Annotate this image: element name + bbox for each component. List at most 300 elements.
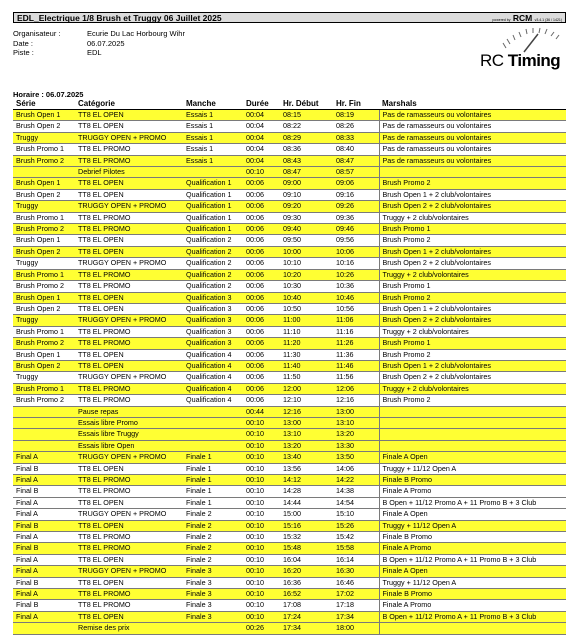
cell-serie: Brush Promo 2 [13, 338, 75, 349]
cell-categorie: TT8 EL OPEN [75, 189, 183, 200]
cell-manche: Qualification 2 [183, 258, 243, 269]
brand-name: RCM [512, 13, 533, 23]
cell-manche: Essais 1 [183, 144, 243, 155]
cell-fin: 13:30 [333, 440, 379, 451]
cell-duree: 00:10 [243, 463, 280, 474]
cell-duree: 00:06 [243, 258, 280, 269]
cell-categorie: TT8 EL PROMO [75, 326, 183, 337]
cell-debut: 15:32 [280, 532, 333, 543]
cell-marshals: Brush Promo 1 [379, 224, 566, 235]
info-organisateur: Organisateur : Ecurie Du Lac Horbourg Wihr [13, 29, 185, 38]
cell-fin: 11:26 [333, 338, 379, 349]
cell-fin: 17:34 [333, 611, 379, 622]
cell-fin: 14:22 [333, 475, 379, 486]
cell-serie: Truggy [13, 372, 75, 383]
cell-marshals: Brush Promo 1 [379, 338, 566, 349]
cell-categorie: TRUGGY OPEN + PROMO [75, 258, 183, 269]
cell-duree: 00:06 [243, 269, 280, 280]
cell-duree: 00:06 [243, 212, 280, 223]
table-row [13, 463, 566, 474]
cell-debut: 16:04 [280, 554, 333, 565]
cell-categorie: TT8 EL OPEN [75, 303, 183, 314]
cell-manche: Qualification 1 [183, 212, 243, 223]
cell-manche: Finale 2 [183, 554, 243, 565]
cell-debut: 17:08 [280, 600, 333, 611]
cell-debut: 16:36 [280, 577, 333, 588]
cell-categorie: TT8 EL OPEN [75, 235, 183, 246]
table-row [13, 144, 566, 155]
cell-manche: Finale 1 [183, 452, 243, 463]
table-row [13, 475, 566, 486]
cell-debut: 10:50 [280, 303, 333, 314]
table-row [13, 383, 566, 394]
cell-serie: Brush Open 1 [13, 292, 75, 303]
cell-marshals: Pas de ramasseurs ou volontaires [379, 110, 566, 121]
cell-marshals [379, 417, 566, 428]
cell-duree: 00:10 [243, 509, 280, 520]
cell-debut: 09:00 [280, 178, 333, 189]
cell-duree: 00:10 [243, 589, 280, 600]
cell-debut: 16:20 [280, 566, 333, 577]
cell-fin: 09:06 [333, 178, 379, 189]
cell-categorie: TT8 EL PROMO [75, 383, 183, 394]
table-row [13, 292, 566, 303]
cell-manche: Finale 2 [183, 520, 243, 531]
table-row [13, 269, 566, 280]
cell-marshals: Pas de ramasseurs ou volontaires [379, 155, 566, 166]
cell-debut: 08:29 [280, 132, 333, 143]
cell-debut: 11:50 [280, 372, 333, 383]
cell-marshals: B Open + 11/12 Promo A + 11 Promo B + 3 Club [379, 611, 566, 622]
cell-serie: Brush Open 1 [13, 178, 75, 189]
cell-marshals: Pas de ramasseurs ou volontaires [379, 132, 566, 143]
cell-duree: 00:06 [243, 315, 280, 326]
rc-timing-logo [466, 22, 566, 76]
gauge-icon [466, 22, 566, 54]
cell-serie: Brush Promo 2 [13, 395, 75, 406]
cell-serie: Final A [13, 509, 75, 520]
table-row [13, 167, 566, 178]
cell-fin: 08:40 [333, 144, 379, 155]
cell-manche: Essais 1 [183, 155, 243, 166]
cell-fin: 09:46 [333, 224, 379, 235]
column-header-marshals: Marshals [379, 98, 566, 110]
cell-debut: 13:20 [280, 440, 333, 451]
cell-serie: Brush Open 2 [13, 246, 75, 257]
cell-duree: 00:26 [243, 623, 280, 634]
cell-serie: Brush Open 1 [13, 349, 75, 360]
cell-fin: 09:16 [333, 189, 379, 200]
cell-categorie: TT8 EL OPEN [75, 110, 183, 121]
cell-fin: 11:06 [333, 315, 379, 326]
cell-debut: 12:16 [280, 406, 333, 417]
cell-debut: 13:56 [280, 463, 333, 474]
table-row [13, 110, 566, 121]
cell-serie: Truggy [13, 258, 75, 269]
cell-marshals [379, 429, 566, 440]
cell-categorie: TRUGGY OPEN + PROMO [75, 372, 183, 383]
cell-categorie: TRUGGY OPEN + PROMO [75, 509, 183, 520]
cell-marshals: Finale A Promo [379, 486, 566, 497]
cell-duree: 00:10 [243, 554, 280, 565]
table-row [13, 406, 566, 417]
cell-serie: Brush Open 1 [13, 110, 75, 121]
cell-serie: Final A [13, 497, 75, 508]
cell-debut: 14:12 [280, 475, 333, 486]
cell-debut: 10:40 [280, 292, 333, 303]
table-row [13, 201, 566, 212]
cell-duree: 00:10 [243, 429, 280, 440]
cell-fin: 14:54 [333, 497, 379, 508]
cell-duree: 00:10 [243, 497, 280, 508]
cell-fin: 08:19 [333, 110, 379, 121]
cell-fin: 12:16 [333, 395, 379, 406]
cell-categorie: TT8 EL OPEN [75, 577, 183, 588]
cell-serie: Brush Promo 1 [13, 383, 75, 394]
cell-serie: Truggy [13, 201, 75, 212]
cell-categorie: TT8 EL PROMO [75, 224, 183, 235]
cell-categorie: Remise des prix [75, 623, 183, 634]
cell-manche: Qualification 3 [183, 292, 243, 303]
cell-categorie: Essais libre Promo [75, 417, 183, 428]
cell-marshals: Brush Promo 1 [379, 281, 566, 292]
document-title: EDL_Electrique 1/8 Brush et Truggy 06 Juillet 2025 [17, 13, 222, 23]
cell-fin: 17:02 [333, 589, 379, 600]
cell-manche: Finale 1 [183, 497, 243, 508]
cell-fin: 10:16 [333, 258, 379, 269]
cell-serie: Truggy [13, 315, 75, 326]
cell-categorie: TT8 EL PROMO [75, 338, 183, 349]
cell-debut: 09:10 [280, 189, 333, 200]
event-info [13, 29, 185, 58]
cell-duree: 00:06 [243, 189, 280, 200]
cell-marshals [379, 440, 566, 451]
cell-debut: 16:52 [280, 589, 333, 600]
cell-serie [13, 623, 75, 634]
cell-manche: Qualification 1 [183, 189, 243, 200]
cell-manche: Finale 1 [183, 463, 243, 474]
cell-categorie: TT8 EL OPEN [75, 611, 183, 622]
table-row [13, 554, 566, 565]
cell-marshals: Finale A Promo [379, 600, 566, 611]
table-row [13, 326, 566, 337]
cell-marshals: Finale A Open [379, 509, 566, 520]
schedule-date: Horaire : 06.07.2025 [13, 90, 84, 99]
table-row [13, 440, 566, 451]
cell-duree: 00:10 [243, 543, 280, 554]
cell-marshals: Finale B Promo [379, 475, 566, 486]
cell-categorie: Essais libre Truggy [75, 429, 183, 440]
cell-debut: 13:10 [280, 429, 333, 440]
cell-serie [13, 440, 75, 451]
cell-marshals [379, 623, 566, 634]
column-header-debut: Hr. Début [280, 98, 333, 110]
cell-manche: Qualification 4 [183, 349, 243, 360]
cell-manche: Qualification 1 [183, 178, 243, 189]
cell-manche: Qualification 2 [183, 269, 243, 280]
cell-serie: Brush Open 2 [13, 121, 75, 132]
table-row [13, 189, 566, 200]
cell-manche [183, 623, 243, 634]
cell-duree: 00:06 [243, 383, 280, 394]
cell-categorie: TT8 EL PROMO [75, 589, 183, 600]
cell-manche: Qualification 2 [183, 281, 243, 292]
cell-duree: 00:10 [243, 566, 280, 577]
cell-debut: 11:40 [280, 360, 333, 371]
cell-serie: Final A [13, 566, 75, 577]
cell-duree: 00:06 [243, 178, 280, 189]
table-header-row [13, 98, 566, 110]
cell-duree: 00:06 [243, 224, 280, 235]
cell-fin: 11:16 [333, 326, 379, 337]
cell-serie: Brush Promo 2 [13, 155, 75, 166]
cell-categorie: TT8 EL OPEN [75, 246, 183, 257]
cell-marshals: Pas de ramasseurs ou volontaires [379, 144, 566, 155]
cell-manche [183, 429, 243, 440]
table-row [13, 543, 566, 554]
cell-marshals: Truggy + 2 club/volontaires [379, 326, 566, 337]
cell-marshals: Brush Open 1 + 2 club/volontaires [379, 189, 566, 200]
table-row [13, 121, 566, 132]
cell-marshals: Truggy + 2 club/volontaires [379, 269, 566, 280]
cell-fin: 08:33 [333, 132, 379, 143]
cell-fin: 08:47 [333, 155, 379, 166]
cell-serie: Final A [13, 589, 75, 600]
cell-fin: 12:06 [333, 383, 379, 394]
cell-duree: 00:10 [243, 611, 280, 622]
cell-serie [13, 406, 75, 417]
cell-duree: 00:06 [243, 372, 280, 383]
cell-categorie: Pause repas [75, 406, 183, 417]
cell-categorie: TT8 EL PROMO [75, 144, 183, 155]
cell-categorie: TT8 EL OPEN [75, 178, 183, 189]
cell-categorie: TT8 EL OPEN [75, 463, 183, 474]
cell-debut: 08:36 [280, 144, 333, 155]
table-row [13, 246, 566, 257]
cell-debut: 14:44 [280, 497, 333, 508]
cell-manche [183, 406, 243, 417]
cell-duree: 00:04 [243, 121, 280, 132]
cell-manche: Qualification 4 [183, 395, 243, 406]
cell-debut: 10:00 [280, 246, 333, 257]
cell-debut: 12:00 [280, 383, 333, 394]
cell-categorie: TT8 EL OPEN [75, 497, 183, 508]
cell-categorie: TRUGGY OPEN + PROMO [75, 201, 183, 212]
cell-categorie: TRUGGY OPEN + PROMO [75, 566, 183, 577]
cell-marshals: Brush Open 2 + 2 club/volontaires [379, 201, 566, 212]
cell-debut: 15:00 [280, 509, 333, 520]
cell-duree: 00:06 [243, 303, 280, 314]
cell-fin: 13:20 [333, 429, 379, 440]
table-row [13, 224, 566, 235]
cell-debut: 11:30 [280, 349, 333, 360]
cell-categorie: TT8 EL OPEN [75, 121, 183, 132]
cell-debut: 09:40 [280, 224, 333, 235]
cell-duree: 00:10 [243, 417, 280, 428]
cell-fin: 08:57 [333, 167, 379, 178]
cell-duree: 00:10 [243, 520, 280, 531]
cell-marshals: Truggy + 2 club/volontaires [379, 212, 566, 223]
cell-manche: Qualification 3 [183, 315, 243, 326]
cell-marshals: Finale B Promo [379, 589, 566, 600]
cell-serie: Final B [13, 577, 75, 588]
cell-fin: 16:46 [333, 577, 379, 588]
cell-marshals: Finale A Open [379, 566, 566, 577]
cell-serie [13, 417, 75, 428]
cell-serie: Brush Open 2 [13, 360, 75, 371]
cell-serie: Final A [13, 532, 75, 543]
cell-duree: 00:06 [243, 349, 280, 360]
cell-categorie: TT8 EL OPEN [75, 349, 183, 360]
cell-duree: 00:10 [243, 577, 280, 588]
cell-fin: 09:56 [333, 235, 379, 246]
cell-debut: 11:00 [280, 315, 333, 326]
cell-categorie: TRUGGY OPEN + PROMO [75, 132, 183, 143]
cell-debut: 08:22 [280, 121, 333, 132]
cell-marshals: Brush Promo 2 [379, 349, 566, 360]
table-row [13, 315, 566, 326]
cell-duree: 00:06 [243, 246, 280, 257]
cell-serie [13, 167, 75, 178]
cell-serie: Brush Promo 2 [13, 281, 75, 292]
powered-by-label: powered by [492, 18, 511, 22]
cell-duree: 00:44 [243, 406, 280, 417]
cell-fin: 15:58 [333, 543, 379, 554]
cell-marshals [379, 406, 566, 417]
cell-marshals: Brush Open 1 + 2 club/volontaires [379, 303, 566, 314]
cell-manche: Qualification 3 [183, 326, 243, 337]
cell-categorie: TT8 EL PROMO [75, 543, 183, 554]
cell-serie: Brush Promo 1 [13, 326, 75, 337]
cell-categorie: TT8 EL OPEN [75, 292, 183, 303]
cell-categorie: TT8 EL PROMO [75, 532, 183, 543]
cell-marshals: Finale A Open [379, 452, 566, 463]
column-header-fin: Hr. Fin [333, 98, 379, 110]
cell-manche: Qualification 4 [183, 383, 243, 394]
cell-debut: 13:40 [280, 452, 333, 463]
table-row [13, 566, 566, 577]
cell-manche: Qualification 1 [183, 201, 243, 212]
cell-marshals: Truggy + 11/12 Open A [379, 520, 566, 531]
cell-categorie: TT8 EL PROMO [75, 155, 183, 166]
cell-fin: 11:36 [333, 349, 379, 360]
cell-serie: Final B [13, 543, 75, 554]
cell-debut: 08:43 [280, 155, 333, 166]
cell-fin: 15:26 [333, 520, 379, 531]
cell-manche: Qualification 4 [183, 372, 243, 383]
table-row [13, 132, 566, 143]
cell-serie: Final A [13, 554, 75, 565]
cell-fin: 10:46 [333, 292, 379, 303]
cell-fin: 08:26 [333, 121, 379, 132]
cell-duree: 00:06 [243, 326, 280, 337]
cell-duree: 00:10 [243, 600, 280, 611]
cell-duree: 00:06 [243, 360, 280, 371]
table-row [13, 258, 566, 269]
table-row [13, 360, 566, 371]
cell-marshals: Truggy + 11/12 Open A [379, 577, 566, 588]
cell-marshals: Brush Open 1 + 2 club/volontaires [379, 246, 566, 257]
cell-manche: Finale 3 [183, 589, 243, 600]
cell-categorie: TT8 EL OPEN [75, 554, 183, 565]
cell-debut: 15:16 [280, 520, 333, 531]
cell-categorie: TT8 EL PROMO [75, 600, 183, 611]
cell-fin: 09:26 [333, 201, 379, 212]
cell-manche: Qualification 4 [183, 360, 243, 371]
cell-debut: 14:28 [280, 486, 333, 497]
cell-duree: 00:06 [243, 201, 280, 212]
info-piste: Piste : EDL [13, 48, 102, 57]
cell-categorie: Debrief Pilotes [75, 167, 183, 178]
cell-debut: 11:20 [280, 338, 333, 349]
cell-fin: 10:06 [333, 246, 379, 257]
cell-debut: 12:10 [280, 395, 333, 406]
cell-categorie: TRUGGY OPEN + PROMO [75, 452, 183, 463]
table-row [13, 520, 566, 531]
logo-text: RC Timing [480, 51, 561, 70]
cell-fin: 11:56 [333, 372, 379, 383]
table-row [13, 532, 566, 543]
table-row [13, 395, 566, 406]
cell-manche: Finale 3 [183, 600, 243, 611]
cell-serie: Final B [13, 600, 75, 611]
cell-fin: 09:36 [333, 212, 379, 223]
cell-debut: 09:30 [280, 212, 333, 223]
cell-manche: Finale 3 [183, 577, 243, 588]
cell-serie: Final B [13, 486, 75, 497]
table-row [13, 577, 566, 588]
cell-fin: 14:38 [333, 486, 379, 497]
table-row [13, 303, 566, 314]
cell-categorie: TT8 EL PROMO [75, 486, 183, 497]
cell-debut: 09:20 [280, 201, 333, 212]
table-row [13, 281, 566, 292]
table-row [13, 589, 566, 600]
cell-serie: Brush Open 2 [13, 189, 75, 200]
cell-manche: Finale 1 [183, 475, 243, 486]
schedule-table [13, 98, 566, 635]
cell-marshals: Finale A Promo [379, 543, 566, 554]
cell-manche: Qualification 3 [183, 338, 243, 349]
cell-marshals: Brush Open 2 + 2 club/volontaires [379, 315, 566, 326]
table-row [13, 600, 566, 611]
cell-serie: Truggy [13, 132, 75, 143]
cell-duree: 00:10 [243, 452, 280, 463]
cell-marshals: Finale B Promo [379, 532, 566, 543]
cell-duree: 00:04 [243, 132, 280, 143]
info-date: Date : 06.07.2025 [13, 38, 125, 48]
cell-manche: Finale 2 [183, 509, 243, 520]
cell-serie [13, 429, 75, 440]
cell-serie: Final A [13, 611, 75, 622]
cell-debut: 10:30 [280, 281, 333, 292]
cell-categorie: TT8 EL OPEN [75, 360, 183, 371]
table-row [13, 155, 566, 166]
cell-fin: 10:36 [333, 281, 379, 292]
table-row [13, 429, 566, 440]
cell-manche: Finale 3 [183, 566, 243, 577]
cell-fin: 13:10 [333, 417, 379, 428]
table-row [13, 235, 566, 246]
table-row [13, 611, 566, 622]
cell-fin: 13:00 [333, 406, 379, 417]
cell-categorie: TT8 EL PROMO [75, 395, 183, 406]
cell-debut: 13:00 [280, 417, 333, 428]
cell-serie: Final B [13, 520, 75, 531]
cell-serie: Final A [13, 475, 75, 486]
cell-categorie: TT8 EL PROMO [75, 475, 183, 486]
cell-marshals: Truggy + 2 club/volontaires [379, 383, 566, 394]
